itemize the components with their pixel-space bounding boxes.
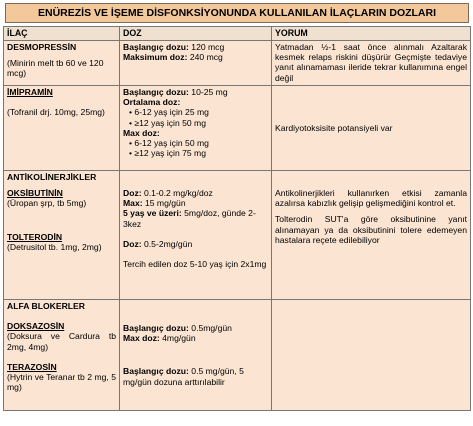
table-row-anticholinergics (4, 171, 471, 300)
drug-form: (Detrusitol tb. 1mg, 2mg) (7, 241, 102, 252)
group-name: ALFA BLOKERLER (7, 301, 85, 311)
dose-label: Max: (123, 198, 143, 209)
comment-cell: Kardiyotoksisite potansiyeli var (272, 86, 471, 171)
comment-text: Antikolinerjikleri kullanırken etkisi zamanla azalırsa kabızlık gelişip gelişmediğini kontrol et. (275, 188, 467, 209)
drug-form: (Minirin melt tb 60 ve 120 mcg) (7, 58, 104, 79)
header-comment: YORUM (272, 27, 471, 41)
table-header-row (4, 27, 471, 41)
dose-value: 240 mcg (189, 52, 223, 63)
dose-value: 0.5-2mg/gün (144, 238, 193, 249)
drug-name: DESMOPRESSİN (7, 42, 77, 52)
drug-form: (Doksura ve Cardura tb 2mg, 4mg) (7, 331, 116, 352)
dose-label: Başlangıç dozu: (123, 42, 189, 52)
dose-note: Tercih edilen doz 5-10 yaş için 2x1mg (123, 259, 267, 270)
dose-table (3, 26, 471, 411)
dose-value: ≥12 yaş için 75 mg (134, 148, 206, 159)
drug-name: OKSİBUTİNİN (7, 188, 63, 199)
dose-label: Max doz: (123, 127, 160, 138)
dose-label: 5 yaş ve üzeri: (123, 208, 182, 219)
drug-name: TOLTERODİN (7, 231, 63, 242)
comment-text: Tolterodin SUT'a göre oksibutinine yanıt alınamayan ya da oksibutinini tolere edemeyen hastalara reçete edilebiliyor (275, 214, 467, 245)
dose-value: 120 mcg (191, 42, 225, 52)
dose-value: 6-12 yaş için 50 mg (134, 138, 209, 149)
dose-value: 0.1-0.2 mg/kg/doz (144, 188, 213, 198)
table-row-desmopressin (4, 41, 471, 86)
dose-label: Ortalama doz: (123, 97, 181, 108)
header-drug: İLAÇ (4, 27, 120, 41)
drug-name: İMİPRAMİN (7, 87, 53, 97)
page-title: ENÜREZİS VE İŞEME DİSFONKSİYONUNDA KULLANILAN İLAÇLARIN DOZLARI (5, 3, 469, 23)
dose-value: 0.5mg/gün (191, 323, 232, 333)
dose-value: 5mg/doz, günde 2-3kez (123, 208, 256, 229)
dose-label: Doz: (123, 238, 142, 249)
drug-name: DOKSAZOSİN (7, 321, 65, 332)
dose-value: ≥12 yaş için 50 mg (134, 117, 206, 128)
dose-label: Doz: (123, 188, 142, 198)
dose-value: 0.5 mg/gün, 5 mg/gün dozuna arttırılabilir (123, 366, 244, 387)
header-dose: DOZ (120, 27, 272, 41)
drug-name: TERAZOSİN (7, 361, 57, 372)
comment-cell: Yatmadan ½-1 saat önce alınmalı Azaltarak kesmek relaps riskini düşürür Geçmişte tedaviye yanıt alınamaması ileride tekrar kullanımına engel değil (272, 41, 471, 86)
dose-label: Başlangıç dozu: (123, 366, 189, 377)
drug-form: (Üropan şrp, tb 5mg) (7, 198, 87, 209)
dose-label: Başlangıç dozu: (123, 323, 189, 333)
table-row-imipramin: İMİPRAMİN (Tofranil drj. 10mg, 25mg) Başlangıç dozu: 10-25 mg Ortalama doz: • 6-12 yaş için 25 mg • ≥12 yaş için 50 mg Max doz: • 6-12 yaş için 50 mg • ≥12 yaş için 75 mg Kardiyotoksisite potansiyeli var (4, 86, 471, 171)
dose-label: Başlangıç dozu: (123, 87, 189, 97)
comment-cell-empty (272, 300, 471, 411)
group-name: ANTİKOLİNERJİKLER (7, 172, 97, 182)
dose-value: 4mg/gün (162, 333, 196, 344)
drug-form: (Hytrin ve Teranar tb 2 mg, 5 mg) (7, 372, 116, 393)
dose-label: Maksimum doz: (123, 52, 188, 63)
dose-value: 6-12 yaş için 25 mg (134, 107, 209, 118)
table-row-alpha-blockers (4, 300, 471, 411)
dose-label: Max doz: (123, 333, 160, 344)
dose-value: 10-25 mg (191, 87, 228, 97)
drug-form: (Tofranil drj. 10mg, 25mg) (7, 107, 105, 118)
dose-value: 15 mg/gün (144, 198, 186, 209)
